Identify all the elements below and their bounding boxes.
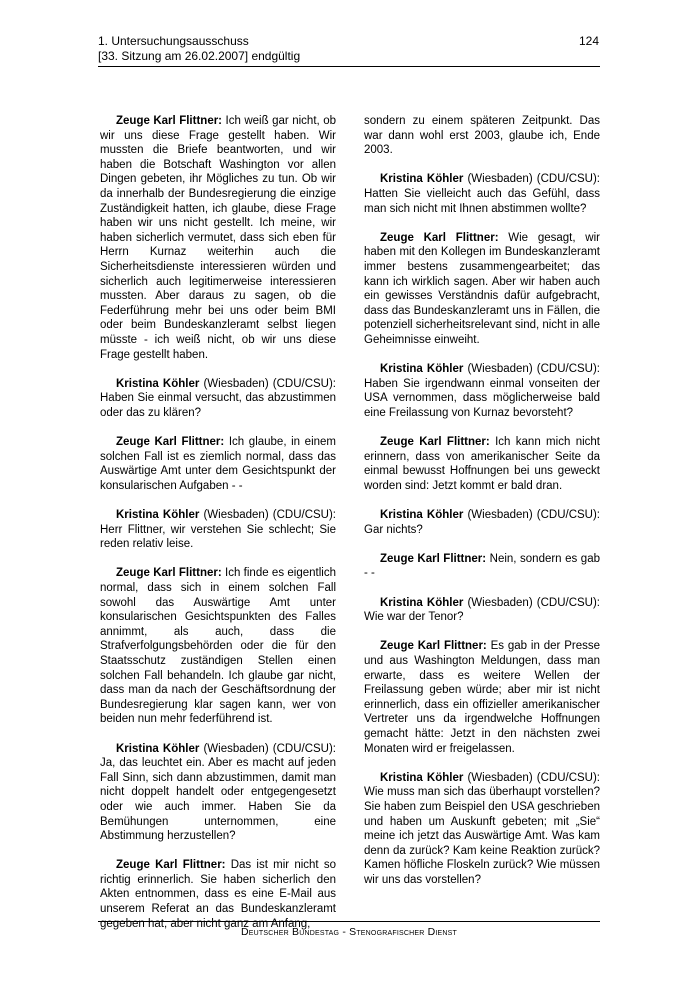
speaker-name: Zeuge Karl Flittner: — [116, 859, 226, 872]
paragraph-text: (Wiesbaden) (CDU/CSU): Herr Flittner, wir verstehen Sie schlecht; Sie reden relativ leise. — [100, 509, 336, 551]
paragraph-text: Nein, sondern es gab - - — [364, 552, 600, 580]
paragraph-text: Das ist mir nicht so richtig erinnerlich. Sie haben sicherlich den Akten entnommen, dass es eine E-Mail aus unserem Referat an das Bundeskanzleramt gegeben hat, aber nicht ganz am Anfang, — [100, 859, 336, 930]
transcript-paragraph — [100, 377, 336, 421]
transcript-paragraph — [100, 566, 336, 727]
transcript-paragraph — [364, 552, 600, 581]
paragraph-text: Wie gesagt, wir haben mit den Kollegen im Bundeskanzleramt immer bestens zusammengearbeitet; das kann ich wirklich sagen. Aber wir haben auch ein gewisses Verständnis dafür aufgebracht, dass das Bundeskanzleramt uns in Fällen, die potenziell sicherheitsrelevant sind, nicht in alle Geheimnisse einweiht. — [364, 231, 600, 346]
header-rule — [98, 66, 600, 67]
session-info: [33. Sitzung am 26.02.2007] endgültig — [98, 49, 301, 63]
speaker-name: Zeuge Karl Flittner: — [380, 552, 487, 565]
left-column — [100, 114, 336, 931]
transcript-paragraph — [364, 596, 600, 625]
paragraph-text: (Wiesbaden) (CDU/CSU): Hatten Sie vielleicht auch das Gefühl, dass man sich nicht mit Ihnen abstimmen wollte? — [364, 173, 600, 215]
page-header — [98, 34, 599, 64]
paragraph-text: (Wiesbaden) (CDU/CSU): Wie muss man sich das überhaupt vorstellen? Sie haben zum Beispiel den USA geschrieben und haben um Auskunft gebeten; mit „Sie“ meine ich jetzt das Auswärtige Amt. Was kam denn da zurück? Kam keine Reaktion zurück? Kamen höfliche Floskeln zurück? Wie müssen wir uns das vorstellen? — [364, 771, 600, 886]
speaker-name: Zeuge Karl Flittner: — [116, 115, 223, 127]
paragraph-text: (Wiesbaden) (CDU/CSU): Wie war der Tenor? — [364, 596, 600, 624]
paragraph-text: Ich finde es eigentlich normal, dass sich in einem solchen Fall sowohl das Auswärtige Amt unter konsularischen Gesichtspunkten des Falles annimmt, als auch, dass die Strafverfolgungsbehörden oder die für den Staatsschutz zuständigen Stellen einen solchen Fall behandeln. Ich glaube gar nicht, dass man da nach der Geschäftsordnung der Bundesregierung klar sagen kann, wer von beiden nun mehr federführend ist. — [100, 567, 336, 726]
transcript-paragraph — [364, 639, 600, 756]
transcript-paragraph — [100, 508, 336, 552]
page-number: 124 — [578, 34, 599, 48]
transcript-paragraph — [364, 172, 600, 216]
speaker-name: Zeuge Karl Flittner: — [380, 231, 499, 244]
paragraph-text: Ich weiß gar nicht, ob wir uns diese Frage gestellt haben. Wir mussten die Briefe beantworten, und wir haben die Botschaft Washington vor allen Dingen gebeten, ihr Mögliches zu tun. Ob wir da innerhalb der Bundesregierung die einzige Zuständigkeit hatten, ich glaube, diese Frage haben wir uns nicht gestellt. Ich meine, wir haben sicherlich vermutet, dass sich eben für Herrn Kurnaz weiterhin auch die Sicherheitsdienste interessieren würden und sicherlich auch legitimerweise interessieren mussten. Aber daraus zu sagen, ob die Federführung mehr bei uns oder beim BMI oder beim Bundeskanzleramt selbst liegen müsste - ich weiß nicht, ob wir uns diese Frage gestellt haben. — [100, 115, 336, 361]
paragraph-text: (Wiesbaden) (CDU/CSU): Gar nichts? — [364, 509, 600, 536]
page-footer: Deutscher Bundestag - Stenografischer Dienst — [241, 926, 457, 938]
speaker-name: Kristina Köhler — [380, 596, 464, 609]
transcript-paragraph — [364, 508, 600, 537]
transcript-paragraph — [364, 114, 600, 158]
paragraph-text: (Wiesbaden) (CDU/CSU): Ja, das leuchtet ein. Aber es macht auf jeden Fall Sinn, sich dann abzustimmen, damit man nicht doppelt handelt oder entgegengesetzt oder wie auch immer. Haben Sie da Bemühungen unternommen, eine Abstimmung herzustellen? — [100, 742, 336, 843]
speaker-name: Zeuge Karl Flittner: — [116, 436, 225, 449]
speaker-name: Kristina Köhler — [116, 742, 200, 755]
committee-title: 1. Untersuchungsausschuss — [98, 34, 249, 48]
speaker-name: Kristina Köhler — [380, 771, 464, 784]
speaker-name: Kristina Köhler — [380, 363, 464, 376]
transcript-paragraph — [100, 114, 336, 362]
speaker-name: Zeuge Karl Flittner: — [116, 567, 222, 580]
transcript-paragraph — [364, 435, 600, 493]
paragraph-text: (Wiesbaden) (CDU/CSU): Haben Sie einmal versucht, das abzustimmen oder das zu klären? — [100, 377, 336, 419]
paragraph-text: Ich kann mich nicht erinnern, dass von amerikanischer Seite da einmal bewusst Hoffnungen bei uns geweckt worden sind: Jetzt kommt er bald dran. — [364, 436, 600, 492]
transcript-paragraph — [100, 742, 336, 844]
speaker-name: Kristina Köhler — [116, 377, 200, 390]
transcript-paragraph — [100, 435, 336, 493]
transcript-paragraph — [364, 771, 600, 888]
speaker-name: Zeuge Karl Flittner: — [380, 436, 490, 449]
paragraph-text: (Wiesbaden) (CDU/CSU): Haben Sie irgendwann einmal vonseiten der USA vernommen, dass möglicherweise bald eine Freilassung von Kurnaz bevorsteht? — [364, 363, 600, 419]
transcript-paragraph — [364, 231, 600, 348]
speaker-name: Zeuge Karl Flittner: — [380, 640, 487, 653]
speaker-name: Kristina Köhler — [116, 509, 200, 522]
footer-rule — [98, 921, 600, 922]
speaker-name: Kristina Köhler — [380, 509, 464, 522]
paragraph-text: Ich glaube, in einem solchen Fall ist es ziemlich normal, dass das Auswärtige Amt unter dem Gesichtspunkt der konsularischen Aufgaben - - — [100, 436, 336, 492]
paragraph-text: Es gab in der Presse und aus Washington Meldungen, dass man erwarte, dass es weitere Wellen der Freilassung geben würde; aber mir ist nicht erinnerlich, dass ein offizieller amerikanischer Vertreter uns da irgendwelche Hoffnungen gemacht hätte: Jetzt in den nächsten zwei Monaten wird er freigelassen. — [364, 640, 600, 755]
paragraph-text: sondern zu einem späteren Zeitpunkt. Das war dann wohl erst 2003, glaube ich, Ende 2003. — [364, 115, 600, 157]
transcript-paragraph — [364, 362, 600, 420]
right-column — [364, 114, 600, 887]
speaker-name: Kristina Köhler — [380, 173, 464, 186]
